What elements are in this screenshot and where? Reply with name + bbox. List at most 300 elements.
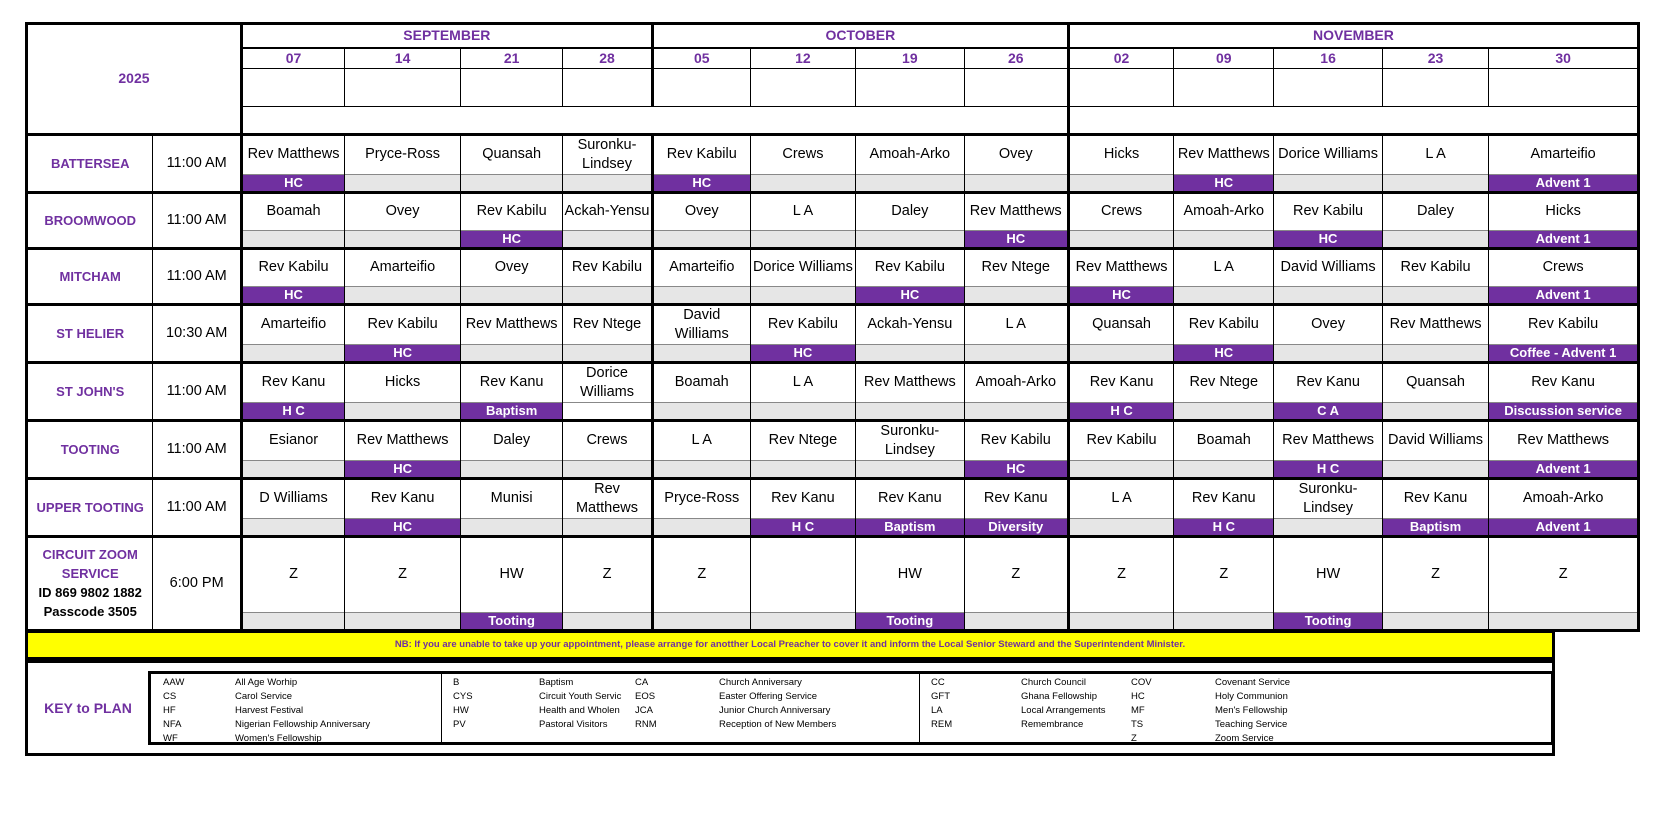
service-note xyxy=(1382,344,1488,362)
key-code: RNM xyxy=(635,719,657,730)
service-note xyxy=(652,344,750,362)
preacher-cell: Crews xyxy=(750,134,855,174)
service-note xyxy=(1174,286,1274,304)
preacher-cell: Rev Kanu xyxy=(1274,362,1383,402)
service-note xyxy=(1174,612,1274,630)
service-note xyxy=(563,612,653,630)
preacher-cell: David Williams xyxy=(1382,420,1488,460)
service-note xyxy=(563,518,653,536)
service-note xyxy=(750,230,855,248)
service-note xyxy=(563,344,653,362)
preacher-cell: HW xyxy=(1274,536,1383,612)
service-note xyxy=(652,402,750,420)
key-description: Nigerian Fellowship Anniversary xyxy=(235,719,371,730)
blank-cell xyxy=(1068,106,1638,134)
key-description: Ghana Fellowship xyxy=(1021,691,1098,702)
service-note: HC xyxy=(964,460,1068,478)
preacher-cell: Rev Matthews xyxy=(1174,134,1274,174)
key-list xyxy=(148,671,1554,745)
service-note: H C xyxy=(750,518,855,536)
preacher-cell: Rev Kabilu xyxy=(652,134,750,174)
service-note xyxy=(1174,230,1274,248)
key-codes xyxy=(163,676,184,746)
key-code: COV xyxy=(1131,677,1152,688)
service-note xyxy=(652,460,750,478)
key-code: MF xyxy=(1131,705,1145,716)
preacher-cell: Rev Ntege xyxy=(1174,362,1274,402)
service-note xyxy=(563,286,653,304)
key-code: LA xyxy=(931,705,943,716)
service-note: H C xyxy=(241,402,344,420)
service-note xyxy=(563,230,653,248)
preacher-cell: Dorice Williams xyxy=(563,362,653,402)
preacher-cell: Rev Kanu xyxy=(1382,478,1488,518)
key-description: Church Council xyxy=(1021,677,1086,688)
preacher-cell: Rev Kanu xyxy=(241,362,344,402)
preacher-cell: L A xyxy=(750,192,855,230)
key-description: Carol Service xyxy=(235,691,293,702)
service-note xyxy=(856,402,965,420)
service-note: HC xyxy=(241,286,344,304)
service-note xyxy=(750,286,855,304)
preacher-cell: Esianor xyxy=(241,420,344,460)
service-note xyxy=(1382,402,1488,420)
service-note xyxy=(1068,518,1173,536)
preacher-cell: Amoah-Arko xyxy=(1489,478,1639,518)
preacher-cell: Ackah-Yensu xyxy=(563,192,653,230)
preacher-cell: Rev Matthews xyxy=(964,192,1068,230)
preacher-cell: Rev Kabilu xyxy=(964,420,1068,460)
service-note: H C xyxy=(1068,402,1173,420)
service-note xyxy=(241,230,344,248)
date-header: 02 xyxy=(1068,48,1173,69)
preacher-cell: Dorice Williams xyxy=(750,248,855,286)
key-description: Teaching Service xyxy=(1215,719,1288,730)
preacher-cell: Rev Kanu xyxy=(345,478,461,518)
key-description: Junior Church Anniversary xyxy=(719,705,831,716)
service-note: Discussion service xyxy=(1489,402,1639,420)
service-note xyxy=(461,344,563,362)
service-note xyxy=(964,612,1068,630)
preacher-cell: Suronku-Lindsey xyxy=(1274,478,1383,518)
service-note: Coffee - Advent 1 xyxy=(1489,344,1639,362)
service-note: HC xyxy=(345,460,461,478)
key-codes xyxy=(931,676,952,732)
key-code: AAW xyxy=(163,677,185,688)
church-name: MITCHAM xyxy=(27,248,153,304)
preacher-cell: Rev Matthews xyxy=(1068,248,1173,286)
key-codes xyxy=(1131,676,1152,746)
service-note: HC xyxy=(1274,230,1383,248)
key-descriptions xyxy=(1021,676,1106,732)
key-code: TS xyxy=(1131,719,1144,730)
key-to-plan xyxy=(25,660,1555,756)
date-header: 26 xyxy=(964,48,1068,69)
service-note: Tooting xyxy=(461,612,563,630)
service-note xyxy=(652,612,750,630)
key-description: Reception of New Members xyxy=(719,719,837,730)
service-note xyxy=(345,402,461,420)
service-note: Advent 1 xyxy=(1489,174,1639,192)
blank-cell xyxy=(964,68,1068,106)
service-note xyxy=(1382,286,1488,304)
key-code: Z xyxy=(1131,733,1137,744)
preacher-cell: Rev Ntege xyxy=(964,248,1068,286)
preacher-cell: Rev Kanu xyxy=(1068,362,1173,402)
preacher-cell: Hicks xyxy=(345,362,461,402)
preacher-cell: Amarteifio xyxy=(241,304,344,344)
preacher-cell: L A xyxy=(1068,478,1173,518)
preacher-cell: Rev Kabilu xyxy=(241,248,344,286)
preacher-cell: Rev Kanu xyxy=(1174,478,1274,518)
key-description: Circuit Youth Servic xyxy=(539,691,622,702)
preacher-cell: L A xyxy=(1174,248,1274,286)
church-name: TOOTING xyxy=(27,420,153,478)
preacher-cell: Amoah-Arko xyxy=(1174,192,1274,230)
service-note xyxy=(1174,402,1274,420)
key-description: Covenant Service xyxy=(1215,677,1290,688)
service-note xyxy=(1274,344,1383,362)
preacher-cell: Rev Matthews xyxy=(1274,420,1383,460)
preacher-cell: Z xyxy=(1174,536,1274,612)
service-note xyxy=(1382,460,1488,478)
key-code: HF xyxy=(163,705,176,716)
service-note: Advent 1 xyxy=(1489,460,1639,478)
service-note: HC xyxy=(1174,344,1274,362)
service-note xyxy=(1382,230,1488,248)
service-note: H C xyxy=(1174,518,1274,536)
key-code: CA xyxy=(635,677,649,688)
preacher-cell: Crews xyxy=(1489,248,1639,286)
service-note xyxy=(563,402,653,420)
date-header: 07 xyxy=(241,48,344,69)
service-note: HC xyxy=(345,344,461,362)
service-note: HC xyxy=(241,174,344,192)
zoom-passcode: Passcode 3505 xyxy=(43,604,137,619)
preacher-cell: Quansah xyxy=(1382,362,1488,402)
date-header: 16 xyxy=(1274,48,1383,69)
preacher-cell: Amoah-Arko xyxy=(964,362,1068,402)
service-note: Baptism xyxy=(856,518,965,536)
service-note: HC xyxy=(652,174,750,192)
date-header: 28 xyxy=(563,48,653,69)
service-note xyxy=(1068,174,1173,192)
key-description: Easter Offering Service xyxy=(719,691,818,702)
key-code: PV xyxy=(453,719,466,730)
service-note xyxy=(856,460,965,478)
service-note xyxy=(1068,612,1173,630)
preacher-cell: D Williams xyxy=(241,478,344,518)
service-note xyxy=(1274,286,1383,304)
service-note xyxy=(241,518,344,536)
preacher-cell: Rev Kabilu xyxy=(1382,248,1488,286)
preacher-cell: Ovey xyxy=(1274,304,1383,344)
service-note xyxy=(461,518,563,536)
service-note xyxy=(652,230,750,248)
blank-cell xyxy=(856,68,965,106)
service-note xyxy=(1382,612,1488,630)
blank-cell xyxy=(461,68,563,106)
key-description: Holy Communion xyxy=(1215,691,1288,702)
key-description: Remembrance xyxy=(1021,719,1084,730)
blank-cell xyxy=(1489,68,1639,106)
service-note: HC xyxy=(345,518,461,536)
service-note xyxy=(241,344,344,362)
church-name: UPPER TOOTING xyxy=(27,478,153,536)
month-header: NOVEMBER xyxy=(1068,24,1638,48)
service-note xyxy=(964,402,1068,420)
service-note xyxy=(964,286,1068,304)
service-time: 11:00 AM xyxy=(153,362,241,420)
preacher-cell: Daley xyxy=(856,192,965,230)
service-note xyxy=(1274,518,1383,536)
service-note xyxy=(345,286,461,304)
date-header: 05 xyxy=(652,48,750,69)
key-code: B xyxy=(453,677,460,688)
date-header: 21 xyxy=(461,48,563,69)
key-description: Pastoral Visitors xyxy=(539,719,608,730)
preacher-cell: Ovey xyxy=(461,248,563,286)
service-note xyxy=(461,174,563,192)
service-note xyxy=(345,230,461,248)
key-divider xyxy=(919,674,920,742)
key-code: CC xyxy=(931,677,945,688)
key-descriptions xyxy=(1215,676,1290,746)
preacher-cell: Z xyxy=(652,536,750,612)
key-code: HC xyxy=(1131,691,1145,702)
service-note xyxy=(345,612,461,630)
service-note xyxy=(856,344,965,362)
preacher-cell: L A xyxy=(1382,134,1488,174)
service-note: Advent 1 xyxy=(1489,230,1639,248)
preacher-cell: Rev Matthews xyxy=(461,304,563,344)
service-note xyxy=(1068,344,1173,362)
preacher-cell: Rev Kabilu xyxy=(1174,304,1274,344)
key-descriptions xyxy=(719,676,836,732)
key-codes xyxy=(635,676,657,732)
preacher-cell: Daley xyxy=(461,420,563,460)
service-note xyxy=(750,174,855,192)
service-time: 11:00 AM xyxy=(153,134,241,192)
blank-cell xyxy=(563,68,653,106)
key-title: KEY to PLAN xyxy=(44,700,132,716)
preacher-cell: Rev Kabilu xyxy=(563,248,653,286)
key-description: Church Anniversary xyxy=(719,677,802,688)
service-note xyxy=(856,230,965,248)
service-note: Diversity xyxy=(964,518,1068,536)
preacher-cell: Crews xyxy=(1068,192,1173,230)
preacher-cell xyxy=(750,536,855,612)
key-code: CYS xyxy=(453,691,473,702)
preacher-cell: Boamah xyxy=(652,362,750,402)
month-header: OCTOBER xyxy=(652,24,1068,48)
key-code: REM xyxy=(931,719,953,730)
preacher-cell: Rev Kabilu xyxy=(750,304,855,344)
preacher-cell: Boamah xyxy=(241,192,344,230)
preacher-cell: HW xyxy=(461,536,563,612)
preacher-cell: Z xyxy=(964,536,1068,612)
service-note: Advent 1 xyxy=(1489,518,1639,536)
preacher-cell: Amarteifio xyxy=(652,248,750,286)
service-note: H C xyxy=(1274,460,1383,478)
preacher-cell: Munisi xyxy=(461,478,563,518)
service-note: HC xyxy=(461,230,563,248)
service-note xyxy=(964,344,1068,362)
preacher-cell: Quansah xyxy=(461,134,563,174)
preaching-plan-table xyxy=(25,22,1640,632)
service-note xyxy=(856,174,965,192)
key-description: Harvest Festival xyxy=(235,705,304,716)
service-note xyxy=(1274,174,1383,192)
blank-cell xyxy=(750,68,855,106)
preacher-cell: Rev Kanu xyxy=(750,478,855,518)
zoom-service-name xyxy=(27,536,153,630)
service-note xyxy=(1382,174,1488,192)
key-divider xyxy=(441,674,442,742)
service-note xyxy=(750,460,855,478)
key-description: All Age Worhip xyxy=(235,677,298,688)
key-description: Health and Wholen xyxy=(539,705,620,716)
service-note xyxy=(1068,460,1173,478)
service-note xyxy=(652,286,750,304)
service-note xyxy=(652,518,750,536)
key-description: Zoom Service xyxy=(1215,733,1274,744)
service-note xyxy=(563,460,653,478)
preacher-cell: Ackah-Yensu xyxy=(856,304,965,344)
key-code: GFT xyxy=(931,691,950,702)
date-header: 14 xyxy=(345,48,461,69)
preacher-cell: Ovey xyxy=(964,134,1068,174)
service-time: 6:00 PM xyxy=(153,536,241,630)
preacher-cell: Daley xyxy=(1382,192,1488,230)
service-time: 11:00 AM xyxy=(153,192,241,248)
key-code: JCA xyxy=(635,705,653,716)
blank-cell xyxy=(1174,68,1274,106)
preacher-cell: Rev Kanu xyxy=(856,478,965,518)
preacher-cell: Rev Kabilu xyxy=(856,248,965,286)
preacher-cell: Z xyxy=(345,536,461,612)
service-note xyxy=(345,174,461,192)
preacher-cell: HW xyxy=(856,536,965,612)
preacher-cell: Dorice Williams xyxy=(1274,134,1383,174)
preacher-cell: Suronku-Lindsey xyxy=(563,134,653,174)
preacher-cell: Rev Kanu xyxy=(964,478,1068,518)
preacher-cell: Pryce-Ross xyxy=(652,478,750,518)
date-header: 12 xyxy=(750,48,855,69)
service-note: HC xyxy=(856,286,965,304)
key-code: WF xyxy=(163,733,178,744)
preacher-cell: Quansah xyxy=(1068,304,1173,344)
blank-cell xyxy=(1274,68,1383,106)
preacher-cell: Z xyxy=(241,536,344,612)
preacher-cell: Hicks xyxy=(1489,192,1639,230)
preacher-cell: Rev Matthews xyxy=(241,134,344,174)
key-description: Men's Fellowship xyxy=(1215,705,1288,716)
service-note: Baptism xyxy=(461,402,563,420)
blank-cell xyxy=(1068,68,1173,106)
preacher-cell: Rev Matthews xyxy=(1489,420,1639,460)
preacher-cell: Z xyxy=(563,536,653,612)
service-time: 10:30 AM xyxy=(153,304,241,362)
key-code: CS xyxy=(163,691,177,702)
church-name: BROOMWOOD xyxy=(27,192,153,248)
preacher-cell: Boamah xyxy=(1174,420,1274,460)
service-note xyxy=(1068,230,1173,248)
preacher-cell: L A xyxy=(964,304,1068,344)
service-note xyxy=(461,286,563,304)
preacher-cell: Crews xyxy=(563,420,653,460)
preacher-cell: Rev Ntege xyxy=(750,420,855,460)
service-note xyxy=(1489,612,1639,630)
key-code: EOS xyxy=(635,691,656,702)
preacher-cell: Rev Matthews xyxy=(1382,304,1488,344)
key-description: Baptism xyxy=(539,677,574,688)
service-note: C A xyxy=(1274,402,1383,420)
month-header: SEPTEMBER xyxy=(241,24,652,48)
preacher-cell: Z xyxy=(1068,536,1173,612)
service-note xyxy=(964,174,1068,192)
service-time: 11:00 AM xyxy=(153,248,241,304)
key-descriptions xyxy=(235,676,370,746)
service-note: Advent 1 xyxy=(1489,286,1639,304)
key-description: Women's Fellowship xyxy=(235,733,322,744)
preacher-cell: Ovey xyxy=(345,192,461,230)
service-note xyxy=(1174,460,1274,478)
preacher-cell: Rev Kabilu xyxy=(1489,304,1639,344)
preacher-cell: Rev Kanu xyxy=(1489,362,1639,402)
preacher-cell: Amarteifio xyxy=(345,248,461,286)
service-note xyxy=(750,612,855,630)
date-header: 19 xyxy=(856,48,965,69)
service-note xyxy=(563,174,653,192)
preacher-cell: L A xyxy=(750,362,855,402)
year-label: 2025 xyxy=(27,24,242,135)
service-note: HC xyxy=(964,230,1068,248)
key-code: HW xyxy=(453,705,469,716)
service-note xyxy=(461,460,563,478)
key-codes xyxy=(453,676,473,732)
service-note: HC xyxy=(1068,286,1173,304)
blank-cell xyxy=(345,68,461,106)
preacher-cell: Rev Kabilu xyxy=(461,192,563,230)
preacher-cell: Suronku-Lindsey xyxy=(856,420,965,460)
service-note: Tooting xyxy=(856,612,965,630)
date-header: 23 xyxy=(1382,48,1488,69)
church-name: BATTERSEA xyxy=(27,134,153,192)
preacher-cell: Rev Matthews xyxy=(856,362,965,402)
preacher-cell: David Williams xyxy=(1274,248,1383,286)
preacher-cell: Rev Kanu xyxy=(461,362,563,402)
service-note: Tooting xyxy=(1274,612,1383,630)
zoom-title: CIRCUIT ZOOM SERVICE xyxy=(42,547,138,581)
preacher-cell: Hicks xyxy=(1068,134,1173,174)
preacher-cell: Amoah-Arko xyxy=(856,134,965,174)
service-note: HC xyxy=(1174,174,1274,192)
preacher-cell: Amarteifio xyxy=(1489,134,1639,174)
date-header: 09 xyxy=(1174,48,1274,69)
service-time: 11:00 AM xyxy=(153,478,241,536)
blank-cell xyxy=(1382,68,1488,106)
preacher-cell: Rev Kabilu xyxy=(1274,192,1383,230)
key-descriptions xyxy=(539,676,621,732)
church-name: ST HELIER xyxy=(27,304,153,362)
service-note xyxy=(750,402,855,420)
blank-cell xyxy=(241,106,1068,134)
service-note xyxy=(241,612,344,630)
preacher-cell: Rev Kabilu xyxy=(1068,420,1173,460)
date-header: 30 xyxy=(1489,48,1639,69)
nb-notice: NB: If you are unable to take up your appointment, please arrange for anotther Local Preacher to cover it and inform the Local Senior Steward and the Superintendent Minister. xyxy=(25,630,1555,660)
